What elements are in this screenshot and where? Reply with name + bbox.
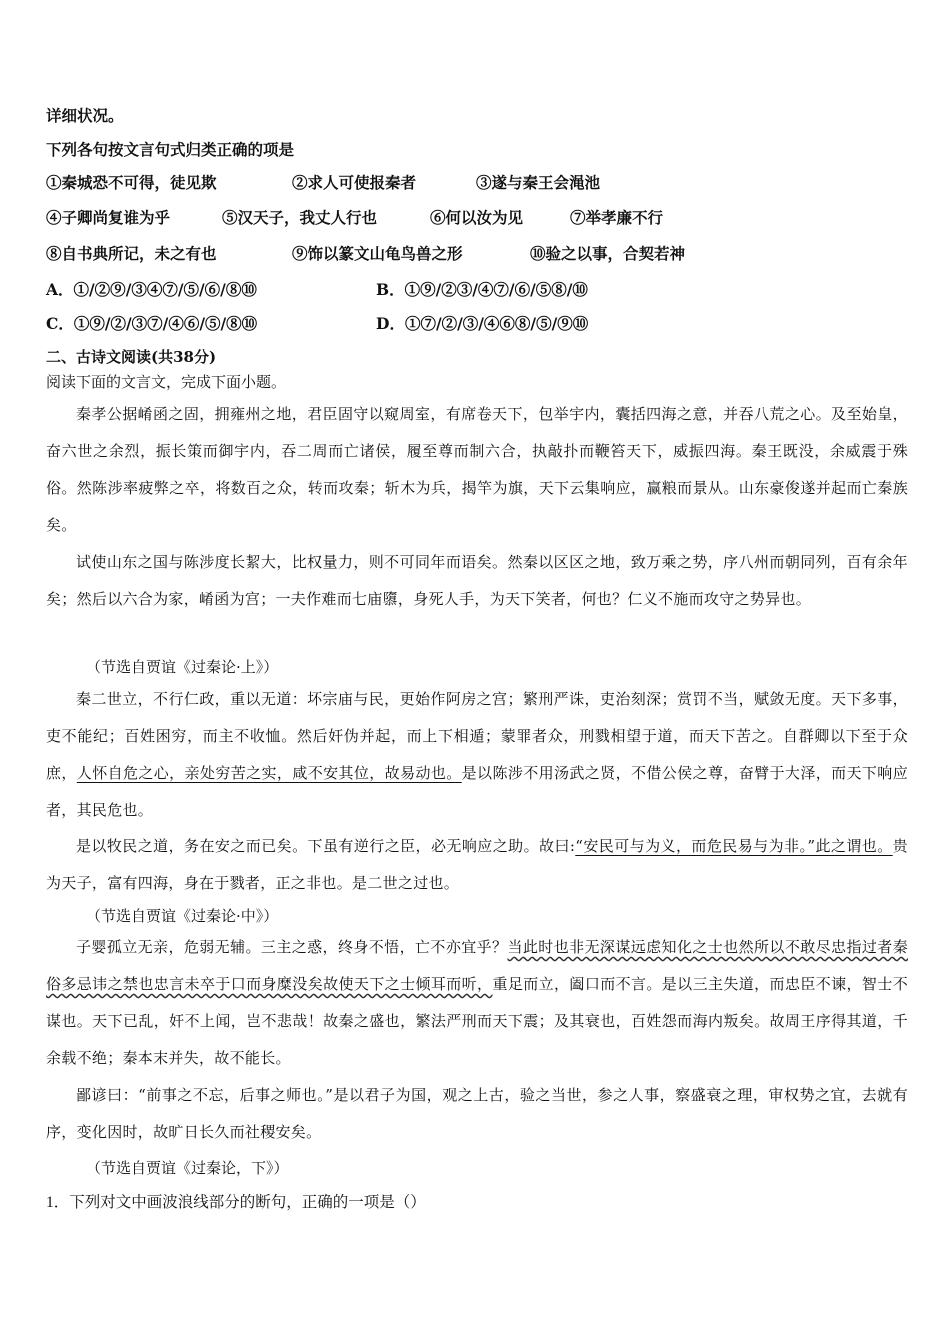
paragraph-4-underlined: “安民可与为义，而危民易与为非。”此之谓也。 (575, 837, 893, 855)
instruction: 阅读下面的文言文，完成下面小题。 (46, 373, 287, 391)
passage-paragraph-5 (46, 929, 908, 1077)
option-b[interactable]: B．①⑨/②③/④⑦/⑥/⑤⑧/⑩ (376, 280, 588, 299)
top-note: 详细状况。 (46, 106, 124, 125)
sentence-4: ④子卿尚复谁为乎 (46, 208, 171, 227)
sentence-2: ②求人可使报秦者 (292, 173, 417, 192)
sentence-3: ③遂与秦王会渑池 (476, 173, 601, 192)
paragraph-3-underlined: 人怀自危之心，亲处穷苦之实，咸不安其位，故易动也。 (76, 764, 462, 782)
paragraph-4-text-a: 是以牧民之道，务在安之而已矣。下虽有逆行之臣，必无响应之助。故曰: (76, 837, 576, 855)
paragraph-5-text-a: 子婴孤立无亲，危弱无辅。三主之惑，终身不悟，亡不亦宜乎？ (76, 938, 508, 956)
sentence-8: ⑧自书典所记，未之有也 (46, 244, 217, 263)
source-note-3: （节选自贾谊《过秦论，下》） (86, 1159, 289, 1177)
paragraph-5-text-b: 重足而立，阖口而不言。是以三主失道，而忠臣不谏，智士不谋也。天下已乱，奸不上闻，岂不悲哉！故秦之盛也，繁法严刑而天下震；及其衰也，百姓怨而海内叛矣。故周王序得其道，千余载不绝；秦本末并失，故不能长。 (46, 975, 909, 1067)
question-stem: 下列各句按文言句式归类正确的项是 (46, 140, 295, 159)
section-title: 二、古诗文阅读(共38分) (46, 348, 217, 366)
option-c[interactable]: C．①⑨/②/③⑦/④⑥/⑤/⑧⑩ (46, 314, 258, 333)
sentence-1: ①秦城恐不可得，徒见欺 (46, 173, 217, 192)
passage-paragraph-2: 试使山东之国与陈涉度长絜大，比权量力，则不可同年而语矣。然秦以区区之地，致万乘之势，序八州而朝同列，百有余年矣；然后以六合为家，崤函为宫；一夫作难而七庙隳，身死人手，为天下笑者，何也？仁义不施而攻守之势异也。 (46, 553, 908, 608)
passage-paragraph-1: 秦孝公据崤函之固，拥雍州之地，君臣固守以窥周室，有席卷天下，包举宇内，囊括四海之意，并吞八荒之心。及至始皇，奋六世之余烈，振长策而御宇内，吞二周而亡诸侯，履至尊而制六合，执敲扑而鞭笞天下，威振四海。秦王既没，余威震于殊俗。然陈涉率疲弊之卒，将数百之众，转而攻秦；斩木为兵，揭竿为旗，天下云集响应，赢粮而景从。山东豪俊遂并起而亡秦族矣。 (46, 405, 908, 534)
passage-paragraph-6: 鄙谚曰：“前事之不忘，后事之师也。”是以君子为国，观之上古，验之当世，参之人事，察盛衰之理，审权势之宜，去就有序，变化因时，故旷日长久而社稷安矣。 (46, 1086, 908, 1141)
option-a[interactable]: A．①/②⑨/③④⑦/⑤/⑥/⑧⑩ (46, 280, 257, 299)
source-note-2: （节选自贾谊《过秦论·中》） (86, 907, 279, 925)
passage-paragraph-4 (46, 828, 908, 902)
sentence-5: ⑤汉天子，我丈人行也 (222, 208, 378, 227)
passage-paragraph-3 (46, 681, 908, 829)
source-note-1: （节选自贾谊《过秦论·上》） (86, 658, 279, 676)
paragraph-3-text-a: 秦二世立，不行仁政，重以无道：坏宗庙与民，更始作阿房之宫；繁刑严诛，吏治刻深；赏罚不当，赋敛无度。天下多事，吏不能纪；百姓困穷，而主不收恤。然后奸伪并起，而上下相遁；蒙罪者众，刑戮相望于道，而天下苦之。自群卿以下至于众庶， (46, 690, 908, 782)
paragraph-3-text-b: 是以陈涉不用汤武之贤，不借公侯之尊，奋臂于大泽，而天下响应者，其民危也。 (46, 764, 908, 819)
sentence-6: ⑥何以汝为见 (430, 208, 524, 227)
question-1: 1．下列对文中画波浪线部分的断句，正确的一项是（） (46, 1194, 426, 1211)
option-d[interactable]: D．①⑦/②/③/④⑥⑧/⑤/⑨⑩ (376, 314, 589, 333)
sentence-9: ⑨饰以篆文山龟鸟兽之形 (292, 244, 463, 263)
sentence-10: ⑩验之以事，合契若神 (530, 244, 686, 263)
sentence-7: ⑦举孝廉不行 (570, 208, 664, 227)
paragraph-5-wavy: 当此时也非无深谋远虑知化之士也然所以不敢尽忠指过者秦俗多忌讳之禁也忠言未卒于口而身糜没矣故使天下之士倾耳而听， (46, 938, 908, 993)
paragraph-4-text-b: 贵为天子，富有四海，身在于戮者，正之非也。是二世之过也。 (46, 837, 908, 892)
